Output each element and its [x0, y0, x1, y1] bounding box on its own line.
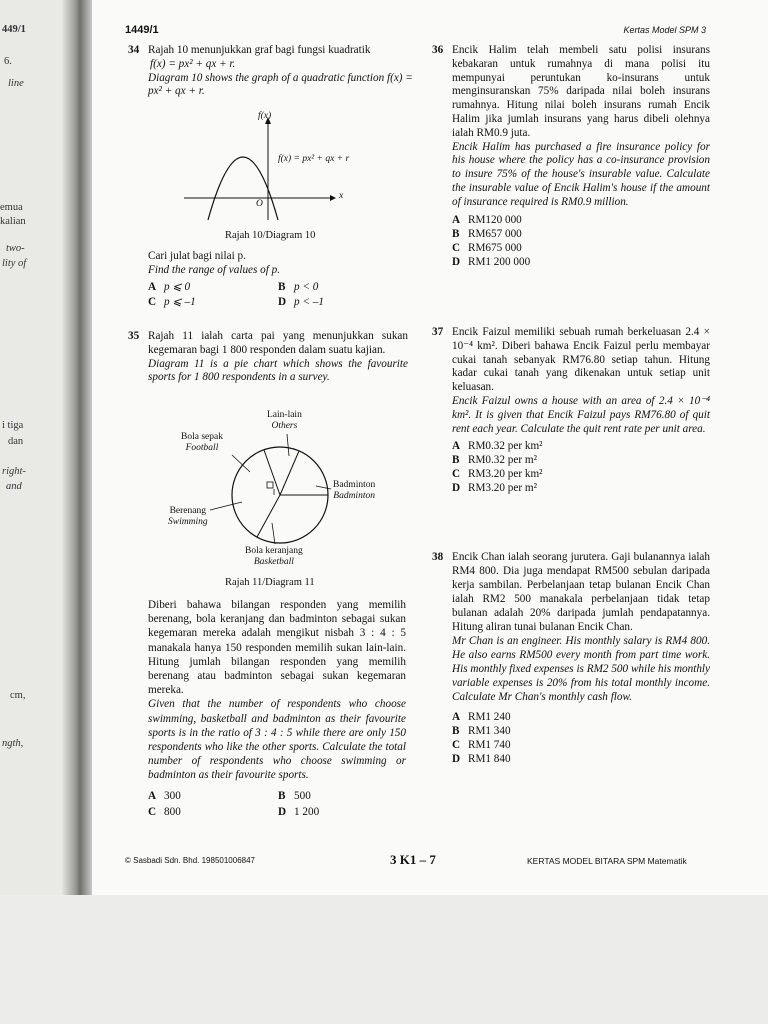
fragment: 449/1: [2, 24, 26, 35]
fragment: emua: [0, 202, 23, 213]
question-36: [432, 44, 710, 269]
option-d[interactable]: D p < –1: [278, 296, 324, 309]
fragment: lity of: [2, 258, 27, 269]
pie-label-badminton: Badminton Badminton: [333, 480, 376, 501]
option-c[interactable]: C RM1 740: [452, 739, 511, 751]
option-b[interactable]: B RM0.32 per m²: [452, 454, 537, 467]
pie-label-others: Lain-lain Others: [267, 410, 302, 431]
question-text-en: Diagram 11 is a pie chart which shows the favourite sports for 1 800 respondents in a survey.: [148, 357, 408, 384]
question-text-ms: Encik Chan ialah seorang jurutera. Gaji bulanannya ialah RM4 800. Dia juga mendapat RM500 sebulan daripada kerja sambilan. Perbelanjaan tetap bulanan Encik Chan ialah RM2 500 manakala perbelanjaan tidak tetap bulanan adalah 20% daripada jumlah pendapatannya. Hitung aliran tunai bulanan Encik Chan.: [452, 551, 710, 633]
footer-book-title: KERTAS MODEL BITARA SPM Matematik: [527, 856, 687, 866]
question-number: 34: [128, 44, 140, 56]
answer-options: [452, 439, 710, 495]
question-text-en: Encik Faizul owns a house with an area of 2.4 × 10⁻⁴ km². It is given that Encik Faizul pays RM76.80 of quit rent each year. Calculate the quit rent rate per unit area.: [452, 394, 710, 435]
question-35-body: [148, 598, 406, 819]
fragment: right-: [2, 466, 26, 477]
option-a[interactable]: A RM120 000: [452, 213, 522, 226]
option-a[interactable]: A p ⩽ 0: [148, 280, 191, 293]
option-b[interactable]: B p < 0: [278, 280, 319, 293]
answer-options: [452, 213, 710, 269]
option-b[interactable]: B RM1 340: [452, 725, 511, 737]
option-c[interactable]: C RM675 000: [452, 241, 522, 254]
graph-equation-label: f(x) = px² + qx + r: [278, 154, 350, 164]
question-body-ms: Diberi bahawa bilangan responden yang memilih berenang, bola keranjang dan badminton sebagai sukan kegemaran mereka adalah mengikut nisbah 3 : 4 : 5 manakala hanya 150 responden memilih sukan lain-lain. Hitung jumlah bilangan responden yang memilih berenang atau badminton sebagai sukan kegemaran mereka.: [148, 599, 406, 697]
question-38: [432, 550, 710, 766]
book-gutter-shadow: [62, 0, 92, 900]
question-text-en: Mr Chan is an engineer. His monthly salary is RM4 800. He also earns RM500 every month from part time work. His monthly fixed expenses is RM2 500 while his monthly variable expenses is 20% from his total monthly income. Calculate Mr Chan's monthly cash flow.: [452, 635, 710, 703]
diagram-10-caption: Rajah 10/Diagram 10: [225, 230, 316, 241]
question-function: f(x) = px² + qx + r.: [150, 57, 236, 70]
option-a[interactable]: A 300: [148, 789, 181, 802]
question-number: 35: [128, 330, 140, 342]
option-b[interactable]: B RM657 000: [452, 227, 522, 240]
paper-title: Kertas Model SPM 3: [623, 25, 706, 35]
question-number: 36: [432, 44, 444, 56]
fragment: ngth,: [2, 738, 24, 749]
question-number: 38: [432, 551, 444, 563]
option-d[interactable]: D RM3.20 per m²: [452, 482, 537, 495]
question-ask-en: Find the range of values of p.: [148, 263, 281, 276]
fragment: 6.: [4, 56, 12, 67]
question-ask-ms: Cari julat bagi nilai p.: [148, 250, 246, 262]
question-37: [432, 326, 710, 495]
option-d[interactable]: D 1 200: [278, 805, 320, 818]
question-text-ms: Rajah 10 menunjukkan graf bagi fungsi kuadratik: [148, 44, 371, 56]
previous-page-edge: [0, 0, 70, 900]
fragment: kalian: [0, 216, 26, 227]
option-c[interactable]: C 800: [148, 805, 181, 818]
answer-options: [148, 281, 413, 311]
answer-options: [148, 789, 406, 819]
arrow-basketball: [272, 523, 275, 544]
x-axis-arrow: [330, 195, 336, 201]
answer-options: [452, 710, 710, 766]
fragment: line: [8, 78, 24, 89]
arrow-football: [232, 455, 250, 472]
arrow-badminton: [316, 486, 331, 489]
paper-code: 1449/1: [125, 24, 159, 36]
question-34: [128, 44, 413, 99]
footer-publisher: © Sasbadi Sdn. Bhd. 198501006847: [125, 856, 255, 865]
question-35: [128, 330, 408, 385]
arrow-swimming: [210, 502, 242, 510]
pie-label-basketball: Bola keranjang Basketball: [245, 546, 303, 567]
question-text-en: Encik Halim has purchased a fire insurance policy for his house where the policy has a co-insurance provision to insure 75% of the house's insurable value. Calculate the insurable value of Encik Halim's house if the amount of insurance required is RM0.9 million.: [452, 140, 710, 208]
pie-label-football: Bola sepak Football: [181, 432, 223, 453]
graph-fx-label: f(x): [258, 111, 272, 121]
fragment: i tiga: [2, 420, 24, 431]
question-text-en: Diagram 10 shows the graph of a quadratic function f(x) = px² + qx + r.: [148, 71, 413, 98]
fragment: dan: [8, 436, 24, 447]
question-text-ms: Rajah 11 ialah carta pai yang menunjukkan sukan kegemaran bagi 1 800 responden dalam suatu kajian.: [148, 330, 408, 356]
scan-bottom-margin: [0, 895, 768, 1024]
question-text-ms: Encik Faizul memiliki sebuah rumah berkeluasan 2.4 × 10⁻⁴ km². Diberi bahawa Encik Faizul perlu membayar cukai tanah sebanyak RM76.80 setiap tahun. Hitung kadar cukai tanah yang dikenakan untuk setiap unit keluasan.: [452, 326, 710, 394]
pie-label-swimming: Berenang Swimming: [168, 506, 208, 527]
option-a[interactable]: A RM0.32 per km²: [452, 440, 543, 453]
option-d[interactable]: D RM1 200 000: [452, 255, 531, 268]
option-b[interactable]: B 500: [278, 789, 311, 802]
fragment: and: [6, 481, 22, 492]
question-34-ask: [148, 250, 413, 310]
quadratic-graph: [180, 108, 350, 228]
option-c[interactable]: C RM3.20 per km²: [452, 468, 543, 481]
fragment: cm,: [10, 690, 26, 701]
question-number: 37: [432, 326, 444, 338]
option-d[interactable]: D RM1 840: [452, 753, 511, 765]
question-body-en: Given that the number of respondents who choose swimming, basketball and badminton as their favourite sports is in the ratio of 3 : 4 : 5 while there are only 150 respondents who like the other sports. Calculate the total number of respondents who choose swimming or badminton as their favourite sports.: [148, 698, 406, 782]
graph-origin-label: O: [256, 199, 263, 209]
question-text-ms: Encik Halim telah membeli satu polisi insurans kebakaran untuk rumahnya di mana polisi itu mempunyai peruntukan ko-insurans untuk menginsuranskan 75% daripada nilai boleh insurans rumahnya. Hitung nilai boleh insurans rumah Encik Halim jika jumlah insurans yang harus dibeli olehnya ialah RM0.9 juta.: [452, 44, 710, 139]
option-c[interactable]: C p ⩽ –1: [148, 296, 196, 309]
footer-page-number: 3 K1 – 7: [390, 852, 436, 867]
graph-x-label: x: [339, 191, 344, 201]
diagram-11-caption: Rajah 11/Diagram 11: [225, 577, 315, 588]
option-a[interactable]: A RM1 240: [452, 711, 511, 723]
fragment: two-: [6, 243, 25, 254]
arrow-others: [287, 434, 289, 456]
